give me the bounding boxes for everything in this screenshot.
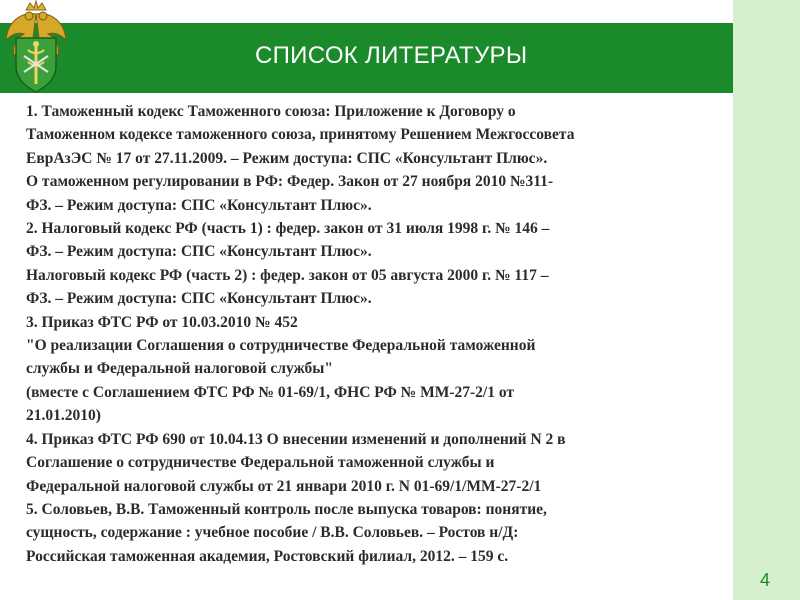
side-decor-strip (733, 0, 800, 600)
reference-line: 1. Таможенный кодекс Таможенного союза: Приложение к Договору о (26, 103, 516, 120)
reference-line: сущность, содержание : учебное пособие / В.В. Соловьев. – Ростов н/Д: (26, 524, 519, 542)
slide-number: 4 (760, 570, 771, 590)
reference-line: ФЗ. – Режим доступа: СПС «Консультант Плюс». (26, 290, 372, 308)
reference-line: Таможенном кодексе таможенного союза, принятому Решением Межгоссовета (26, 126, 575, 144)
reference-line: ФЗ. – Режим доступа: СПС «Консультант Плюс». (26, 196, 372, 214)
reference-line: ЕврАзЭС № 17 от 27.11.2009. – Режим доступа: СПС «Консультант Плюс». (26, 149, 548, 167)
reference-line: (вместе с Соглашением ФТС РФ № 01-69/1, ФНС РФ № ММ-27-2/1 от (26, 383, 515, 401)
slide-title: СПИСОК ЛИТЕРАТУРЫ (255, 42, 528, 69)
reference-line: службы и Федеральной налоговой службы" (26, 360, 333, 378)
reference-line: 5. Соловьев, В.В. Таможенный контроль после выпуска товаров: понятие, (26, 500, 547, 518)
reference-line: Налоговый кодекс РФ (часть 2) : федер. закон от 05 августа 2000 г. № 117 – (26, 266, 549, 284)
reference-line: Соглашение о сотрудничестве Федеральной таможенной службы и (26, 454, 495, 472)
reference-line: ФЗ. – Режим доступа: СПС «Консультант Плюс». (26, 243, 372, 261)
reference-line: 4. Приказ ФТС РФ 690 от 10.04.13 О внесении изменений и дополнений N 2 в (26, 430, 566, 448)
reference-line: 3. Приказ ФТС РФ от 10.03.2010 № 452 (26, 313, 298, 331)
reference-line: 21.01.2010) (26, 407, 101, 425)
reference-line: 2. Налоговый кодекс РФ (часть 1) : федер. закон от 31 июля 1998 г. № 146 – (26, 220, 550, 238)
reference-line: "О реализации Соглашения о сотрудничестве Федеральной таможенной (26, 337, 536, 355)
customs-service-emblem-icon (2, 0, 70, 96)
title-bar (0, 23, 733, 93)
reference-line: О таможенном регулировании в РФ: Федер. Закон от 27 ноября 2010 №311- (26, 173, 554, 191)
references-list (26, 100, 731, 568)
reference-line: Российская таможенная академия, Ростовский филиал, 2012. – 159 с. (26, 547, 509, 565)
reference-line: Федеральной налоговой службы от 21 январи 2010 г. N 01-69/1/ММ-27-2/1 (26, 477, 542, 495)
